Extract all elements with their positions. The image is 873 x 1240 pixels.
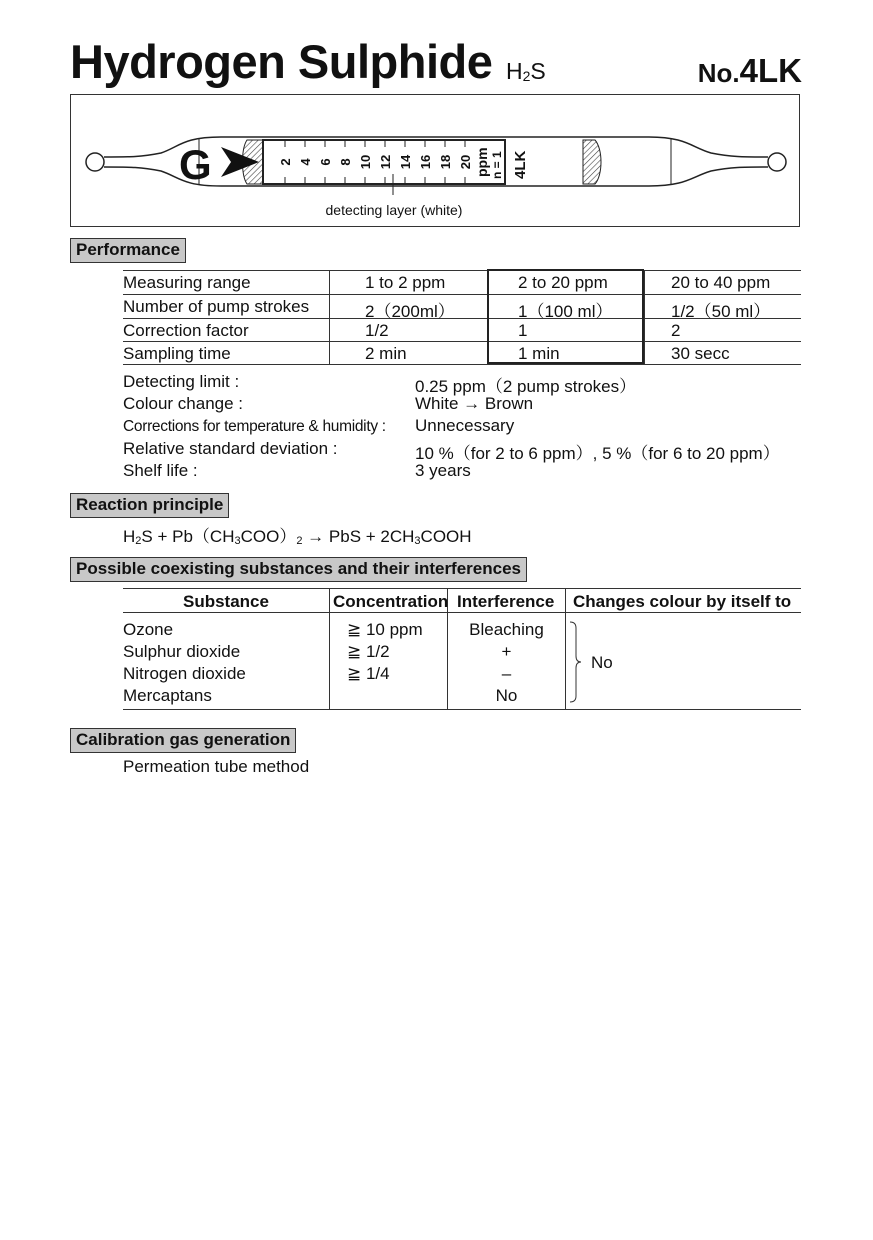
- prop-label: Relative standard deviation :: [123, 439, 338, 458]
- scale-label: 2: [278, 158, 293, 166]
- prop-colour-change: [123, 394, 534, 414]
- scale-label: 20: [458, 154, 473, 170]
- perf-value: 1/2: [365, 321, 389, 340]
- col-header-changes-colour: Changes colour by itself to: [573, 592, 792, 611]
- chemical-formula: [506, 58, 546, 85]
- scale-label: 16: [418, 154, 433, 170]
- right-plug-hatch: [583, 140, 601, 184]
- perf-value: 1: [518, 321, 528, 340]
- detecting-layer-caption: detecting layer (white): [325, 202, 463, 218]
- perf-value: 1/2（50 ml）: [671, 302, 771, 321]
- detector-tube-drawing: [71, 95, 801, 228]
- eq-part: COOH: [420, 527, 472, 546]
- perf-row-correction-factor: [123, 319, 801, 342]
- model-code: 4LK: [739, 52, 802, 89]
- model-number: [698, 52, 802, 90]
- prop-shelf-life: [123, 461, 471, 481]
- formula-subscript: 2: [522, 68, 531, 84]
- eq-sub: 2: [135, 535, 142, 547]
- prop-label: Detecting limit :: [123, 372, 240, 391]
- perf-label: Number of pump strokes: [123, 297, 310, 316]
- prop-value: 10 %（for 2 to 6 ppm）, 5 %（for 6 to 20 ppm）: [415, 444, 780, 463]
- scale-label: 8: [338, 158, 353, 166]
- scale-label: 4: [298, 158, 313, 166]
- prop-label: Shelf life :: [123, 461, 198, 480]
- perf-value: 20 to 40 ppm: [671, 273, 771, 292]
- intf-header-rule: [123, 612, 801, 613]
- interference-cell: +: [501, 642, 512, 661]
- brace-icon: [566, 620, 586, 704]
- col-header-concentration: Concentration: [333, 592, 449, 611]
- tube-diagram: [70, 94, 800, 227]
- prop-relative-std-dev: [123, 439, 780, 463]
- eq-part: S + Pb（CH: [141, 527, 235, 546]
- scale-label: 10: [358, 154, 373, 170]
- formula-h: H: [506, 58, 523, 84]
- scale-label: 18: [438, 154, 453, 170]
- tube-code: 4LK: [512, 150, 529, 179]
- perf-value: 1 min: [518, 344, 560, 363]
- concentration-cell: ≧ 1/2: [347, 642, 390, 661]
- prop-detecting-limit: [123, 372, 637, 396]
- interference-cell: –: [501, 664, 512, 683]
- perf-label: Sampling time: [123, 344, 231, 363]
- col-header-interference: Interference: [457, 592, 555, 611]
- perf-value: 30 secc: [671, 344, 730, 363]
- concentration-cell: ≧ 1/4: [347, 664, 390, 683]
- intf-top-rule: [123, 588, 801, 589]
- section-performance: Performance: [70, 238, 186, 263]
- stroke-label: n = 1: [490, 151, 504, 179]
- substance-cell: Ozone: [123, 620, 174, 639]
- calibration-method: Permeation tube method: [123, 757, 310, 776]
- scale-label: 14: [398, 154, 413, 170]
- changes-colour-cell: No: [591, 653, 613, 672]
- prop-label: Corrections for temperature & humidity :: [123, 418, 386, 435]
- eq-sub: 3: [414, 535, 421, 547]
- perf-row-measuring-range: [123, 271, 801, 294]
- section-coexisting-substances: Possible coexisting substances and their interferences: [70, 557, 527, 582]
- section-calibration: Calibration gas generation: [70, 728, 296, 753]
- perf-value: 1（100 ml）: [518, 302, 613, 321]
- eq-part: → PbS + 2CH: [302, 527, 415, 546]
- substance-cell: Mercaptans: [123, 686, 212, 705]
- prop-label: Colour change :: [123, 394, 244, 413]
- prop-value: 3 years: [415, 461, 471, 480]
- model-prefix: No.: [697, 58, 740, 88]
- perf-label: Correction factor: [123, 321, 249, 340]
- page-title: Hydrogen Sulphide: [70, 35, 493, 88]
- eq-part: COO）: [240, 527, 297, 546]
- interference-cell: No: [495, 686, 518, 705]
- reaction-equation: [123, 522, 472, 547]
- unit-label: ppm: [474, 147, 490, 177]
- perf-row-sampling-time: [123, 342, 801, 365]
- substance-cell: Sulphur dioxide: [123, 642, 241, 661]
- prop-value: 0.25 ppm（2 pump strokes）: [415, 377, 637, 396]
- perf-value: 2 min: [365, 344, 407, 363]
- formula-s: S: [530, 58, 546, 84]
- perf-label: Measuring range: [123, 273, 251, 292]
- prop-value: Unnecessary: [415, 416, 515, 435]
- perf-value: 2: [671, 321, 681, 340]
- intf-col-rule: [329, 588, 330, 709]
- perf-value: 2（200ml）: [365, 302, 455, 321]
- perf-value: 1 to 2 ppm: [365, 273, 446, 292]
- g-logo: G: [179, 141, 212, 188]
- intf-bottom-rule: [123, 709, 801, 710]
- prop-value: White → Brown: [415, 394, 534, 413]
- eq-sub: 3: [234, 535, 241, 547]
- eq-part: H: [123, 527, 136, 546]
- section-reaction-principle: Reaction principle: [70, 493, 229, 518]
- interference-cell: Bleaching: [469, 620, 544, 639]
- prop-corrections: [123, 416, 515, 436]
- scale-label: 6: [318, 158, 333, 166]
- scale-label: 12: [378, 154, 393, 170]
- perf-row-pump-strokes: [123, 295, 801, 321]
- substance-cell: Nitrogen dioxide: [123, 664, 246, 683]
- col-header-substance: Substance: [183, 592, 269, 611]
- concentration-cell: ≧ 10 ppm: [347, 620, 423, 639]
- eq-sub: 2: [296, 535, 303, 547]
- perf-value: 2 to 20 ppm: [518, 273, 608, 292]
